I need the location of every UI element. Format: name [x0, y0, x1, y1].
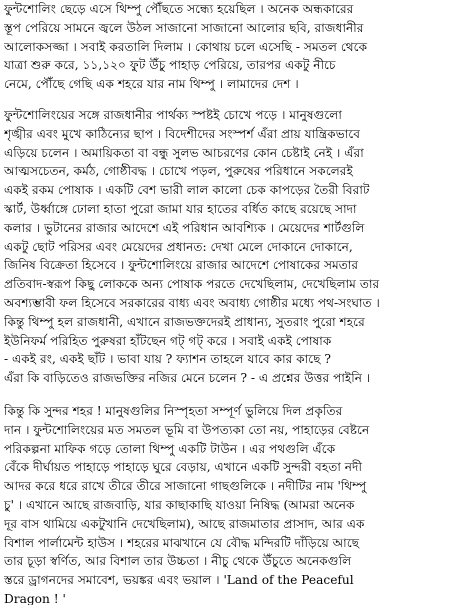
text-line: বেঁকে দীর্ঘায়ত পাহাড়ে পাহাড়ে ঘুরে বেড়ায়, এখানে একটি সুন্দরী বহতা নদী [4, 460, 362, 475]
text-line: আদর করে ধরে রাখে তীরে তীরে সাজানো গাছগুলিকে । নদীটির নাম 'থিম্পু [4, 479, 367, 494]
paragraph-city-beauty [4, 402, 456, 605]
text-line: আলোকসজ্জা । সবাই করতালি দিলাম । কোথায় চলে এসেছি - সমতল থেকে [4, 39, 368, 54]
text-line: ফুন্টশোলিং ছেড়ে এসে থিম্পু পৌঁছতে সন্ধ্যে হয়েছিল । অনেক অন্ধকারের [4, 2, 354, 16]
text-line: তার চূড়া স্বর্ণিত, আর বিশাল তার উচ্চতা । নীচু থেকে উঁচুতে অনেকগুলি [4, 554, 352, 569]
text-line: Dragon ! ' [4, 591, 66, 605]
text-line: কিন্তু কি সুন্দর শহর ! মানুষগুলির নিস্পৃহতা সম্পূর্ণ ভুলিয়ে দিল প্রকৃতির [4, 403, 343, 418]
text-line: নেমে, পৌঁছে গেছি এক শহরে যার নাম থিম্পু । লামাদের দেশ । [4, 77, 299, 92]
text-line: অবশ্যম্ভাবী ফল হিসেবে সরকারের বাধ্য এবং অবাধ্য গোষ্ঠীর মধ্যে পথ-সংঘাত । [4, 295, 380, 310]
text-line: দূর বাস থামিয়ে একটুখানি দেখেছিলাম), আছে রাজমাতার প্রাসাদ, আর এক [4, 516, 365, 531]
text-line: দান । ফুন্টশোলিংয়ের মত সমতল ভূমি বা উপত্যকা তো নয়, পাহাড়ের বেষ্টনে [4, 422, 370, 437]
text-line: একই রকম পোষাক । একটি বেশ ভারী লাল কালো চেক কাপড়ের তৈরী বিরাট [4, 183, 370, 198]
text-line: স্তরে ড্রাগনদের সমাবেশ, ভয়ঙ্কর এবং ভয়াল । 'Land of the Peaceful [4, 573, 354, 588]
document-page [4, 0, 456, 605]
paragraph-spacer [4, 94, 456, 106]
text-line: - একই রং, একই ছাঁট । ভাবা যায় ? ফ্যাশন তাহলে যাবে কার কাছে ? [4, 352, 331, 367]
paragraph-spacer [4, 388, 456, 402]
text-line: একটু ছোট পরিসর এবং মেয়েদের প্রধানত: দেখা মেলে দোকানে দোকানে, [4, 239, 353, 254]
text-line: কলার । ভুটানের রাজার আদেশে এই পরিধান আবশ্যিক । মেয়েদের শার্টগুলি [4, 220, 365, 235]
paragraph-uniform-dress [4, 106, 456, 388]
text-line: এড়িয়ে চলেন । অমায়িকতা বা বন্ধু সুলভ আচরণের কোন চেষ্টাই নেই । এঁরা [4, 145, 364, 160]
text-line: ইউনিফর্ম পরিহিত পুরুষরা হাঁটছেন গট্ গট্ করে । সবাই একই পোষাক [4, 333, 332, 348]
text-line: যাত্রা শুরু করে, ১১,১২০ ফুট উঁচু পাহাড় পেরিয়ে, তারপর একটু নীচে [4, 58, 336, 73]
text-line: কিন্তু থিম্পু হল রাজধানী, এখানে রাজভক্তদেরই প্রাধান্য, সুতরাং পুরো শহরে [4, 314, 365, 329]
text-line: বিশাল পার্লামেন্ট হাউস । শহরের মাঝখানে যে বৌদ্ধ মন্দিরটি দাঁড়িয়ে আছে [4, 535, 360, 550]
text-line: এঁরা কি বাড়িতেও রাজভক্তির নজির মেনে চলেন ? - এ প্রশ্নের উত্তর পাইনি । [4, 371, 371, 386]
text-line: ফুন্টশোলিংয়ের সঙ্গে রাজধানীর পার্থক্য স্পষ্টই চোখে পড়ে । মানুষগুলো [4, 107, 342, 122]
text-line: জিনিষ বিক্রেতা হিসেবে । ফুন্টশোলিংয়ে রাজার আদেশে পোষাকের সমতার [4, 258, 359, 273]
text-line: স্কার্ট, উর্ধ্বাঙ্গে ঢোলা হাতা পুরো জামা যার হাতের বর্ধিত কাছে রয়েছে সাদা [4, 201, 357, 216]
paragraph-arrival [4, 0, 456, 94]
text-line: আত্মসচেতন, কর্মঠ, গোষ্ঠীবদ্ধ । চোখে পড়ল, পুরুষের পরিধানে সকলেরই [4, 164, 353, 179]
text-line: পরিকল্পনা মাফিক গড়ে তোলা থিম্পু একটি টাউন । এর পথগুলি এঁকে [4, 441, 336, 456]
text-line: শৃঙ্খীর এবং মুখে কাঠিন্যের ছাপ । বিদেশীদের সংস্পর্শ এঁরা প্রায় যান্ত্রিকভাবে [4, 126, 361, 141]
text-line: প্রতিবাদ-স্বরূপ কিছু লোককে অন্য পোষাক পরতে দেখেছিলাম, দেখেছিলাম তার [4, 277, 380, 292]
text-line: চু' । এখানে আছে রাজবাড়ি, যার কাছাকাছি যাওয়া নিষিদ্ধ (আমরা অনেক [4, 497, 355, 512]
text-line: স্তূপ পেরিয়ে সামনে জ্বলে উঠল সাজানো সাজানো আলোর ছবি, রাজধানীর [4, 20, 364, 35]
